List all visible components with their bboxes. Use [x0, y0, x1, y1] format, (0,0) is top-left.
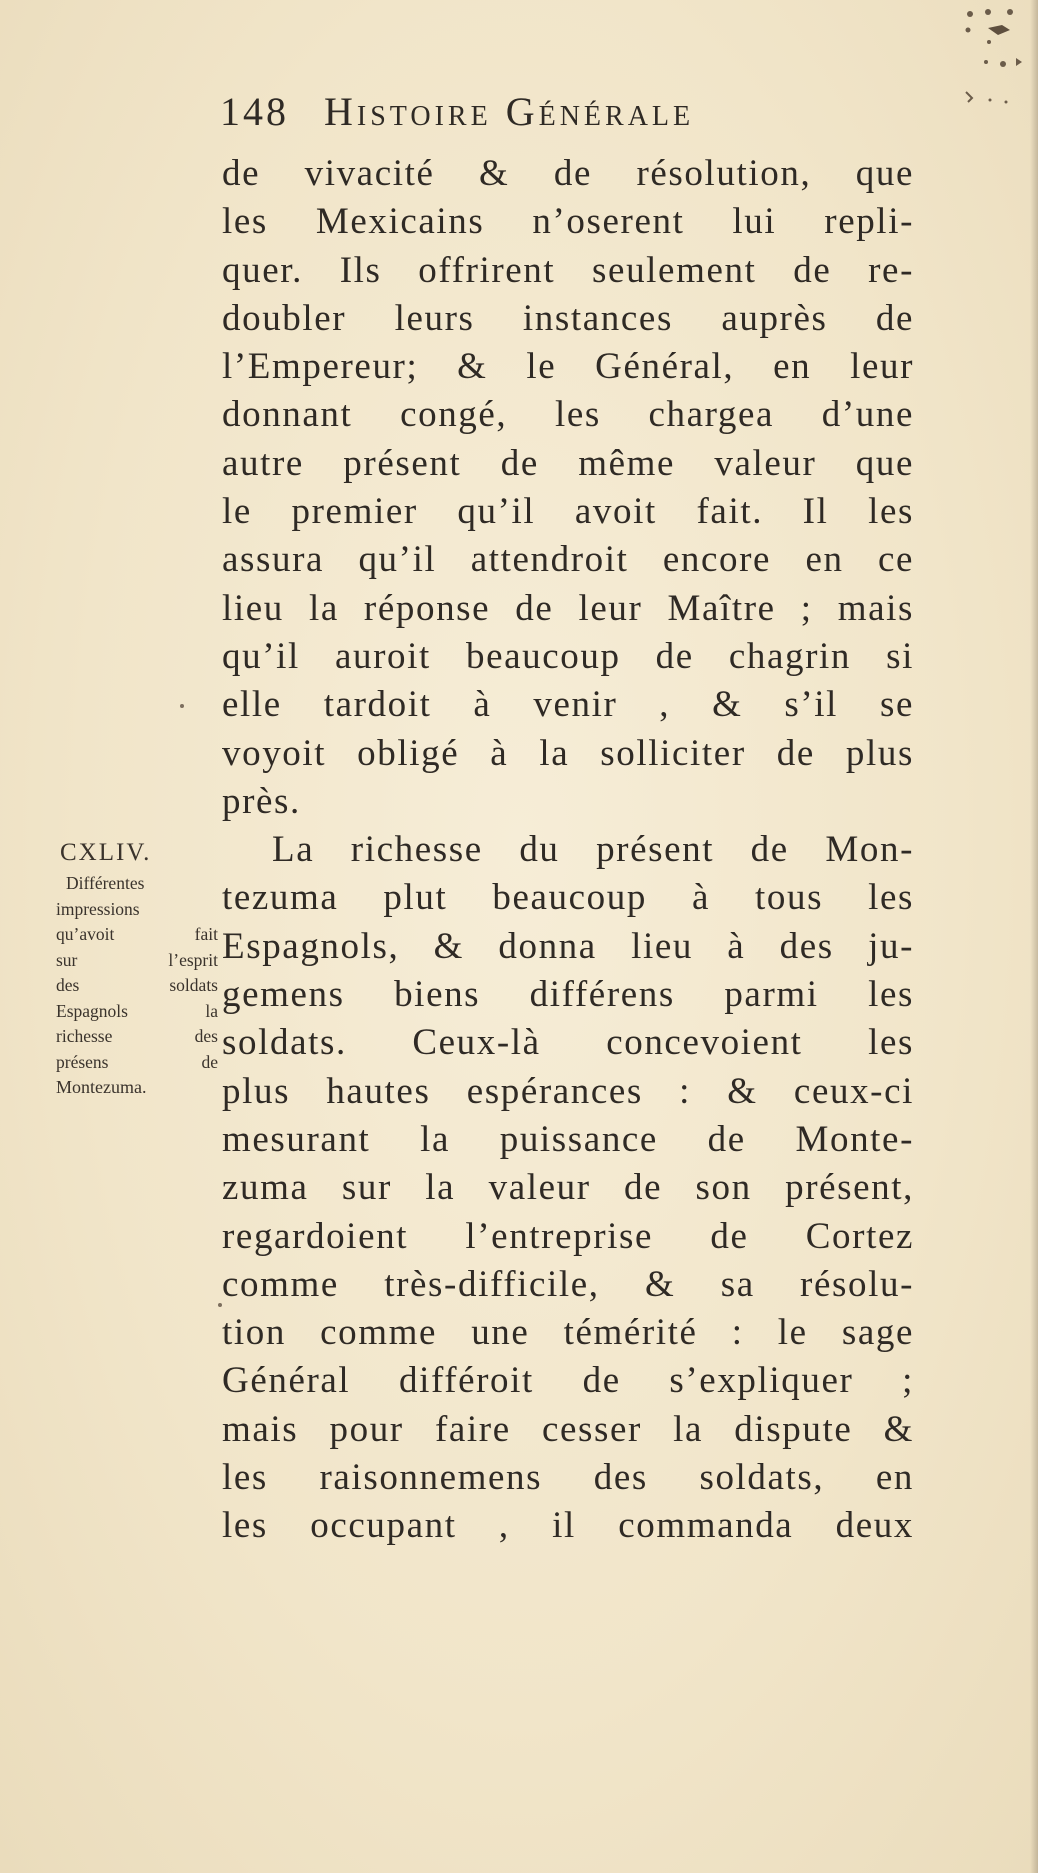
- margin-note-line: richesse des: [56, 1026, 218, 1046]
- text-line: plus hautes espérances : & ceux-ci: [222, 1070, 914, 1112]
- text-line: elle tardoit à venir , & s’il se: [222, 684, 914, 726]
- margin-note: [56, 835, 218, 1101]
- text-line: le premier qu’il avoit fait. Il les: [222, 491, 914, 533]
- text-line: regardoient l’entreprise de Cortez: [222, 1215, 914, 1257]
- text-line: les raisonnemens des soldats, en: [222, 1457, 914, 1499]
- text-line: qu’il auroit beaucoup de chagrin si: [222, 635, 914, 677]
- margin-note-line: qu’avoit fait: [56, 924, 218, 944]
- text-line: lieu la réponse de leur Maître ; mais: [222, 587, 914, 629]
- margin-note-line: impressions: [56, 898, 140, 919]
- text-line: autre présent de même valeur que: [222, 442, 914, 484]
- text-line: assura qu’il attendroit encore en ce: [222, 539, 914, 581]
- margin-note-line: présens de: [56, 1051, 218, 1072]
- ink-dot: [180, 704, 184, 708]
- text-line: gemens biens différens parmi les: [222, 974, 914, 1016]
- text-line: comme très-difficile, & sa résolu-: [222, 1263, 914, 1305]
- text-line: les Mexicains n’oserent lui repli-: [222, 201, 914, 243]
- margin-note-line: des soldats: [56, 975, 218, 995]
- text-line: Espagnols, & donna lieu à des ju-: [222, 925, 914, 967]
- section-number: CXLIV.: [60, 839, 152, 866]
- margin-note-line: sur l’esprit: [56, 949, 218, 970]
- ink-specks-decoration: [958, 6, 1028, 116]
- text-line: doubler leurs instances auprès de: [222, 297, 914, 339]
- text-line: zuma sur la valeur de son présent,: [222, 1167, 914, 1209]
- text-line: voyoit obligé à la solliciter de plus: [222, 732, 914, 774]
- text-line: tezuma plut beaucoup à tous les: [222, 877, 914, 919]
- margin-note-line: Montezuma.: [56, 1077, 147, 1097]
- ink-dot: [218, 1303, 222, 1307]
- text-line: quer. Ils offrirent seulement de re-: [222, 249, 914, 291]
- text-line: soldats. Ceux-là concevoient les: [222, 1022, 914, 1064]
- page-number: 148: [220, 89, 289, 134]
- text-line: tion comme une témérité : le sage: [222, 1312, 914, 1354]
- margin-note-line: Différentes: [66, 873, 145, 893]
- margin-note-line: Espagnols la: [56, 1000, 218, 1021]
- text-line: donnant congé, les chargea d’une: [222, 394, 914, 436]
- body-text: [222, 150, 914, 1551]
- page-edge-shadow: [1030, 0, 1038, 1873]
- text-line: de vivacité & de résolution, que: [222, 153, 914, 194]
- text-line: mesurant la puissance de Monte-: [222, 1118, 914, 1160]
- running-title: Histoire Générale: [324, 89, 695, 134]
- text-line: mais pour faire cesser la dispute &: [222, 1408, 914, 1450]
- text-line: les occupant , il commanda deux: [222, 1505, 914, 1547]
- text-line: Général différoit de s’expliquer ;: [222, 1360, 914, 1402]
- text-line: l’Empereur; & le Général, en leur: [222, 346, 914, 388]
- paragraph-start-line: La richesse du présent de Mon-: [272, 829, 914, 871]
- running-header: [220, 88, 880, 148]
- text-line: près.: [222, 780, 301, 822]
